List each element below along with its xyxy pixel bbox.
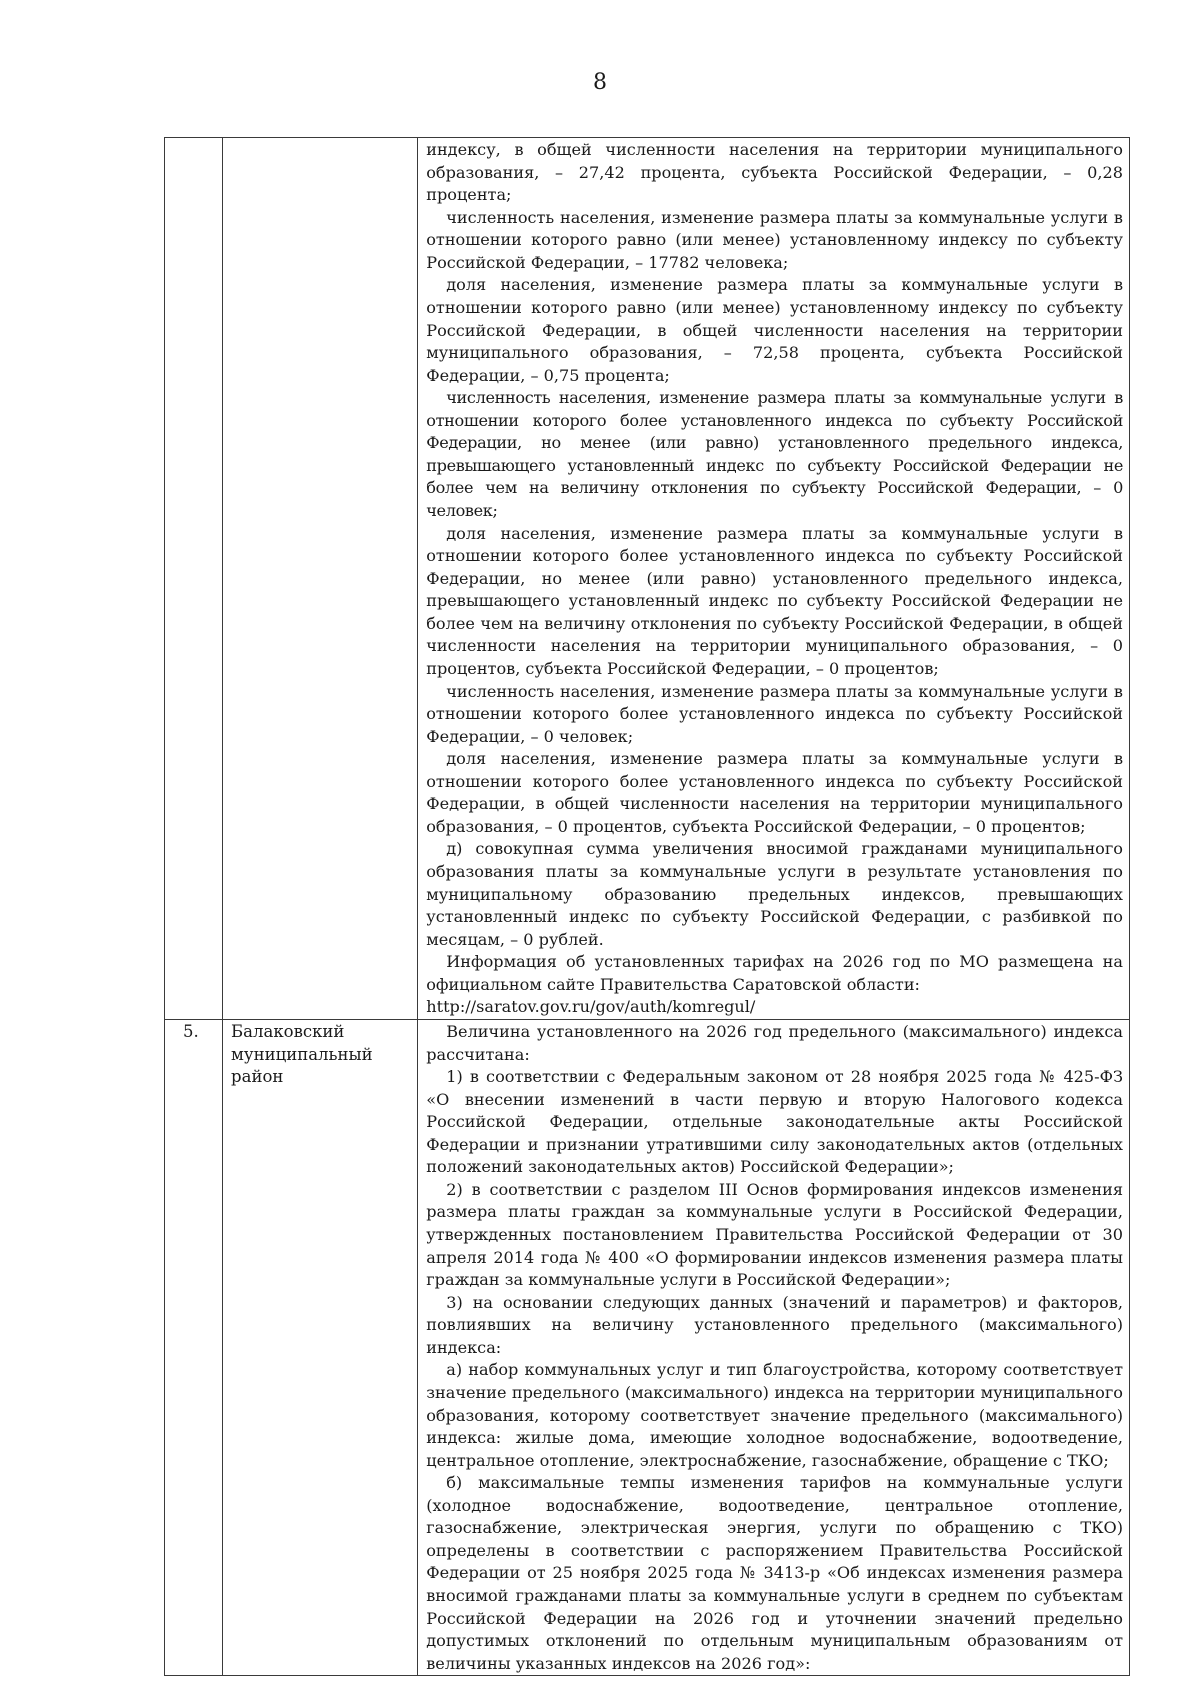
row-number-cell: 5. bbox=[165, 1019, 223, 1675]
paragraph: доля населения, изменение размера платы за коммунальные услуги в отношении которого равно (или менее) установленному индексу по субъекту Российской Федерации, в общей численности населения на территории муниципального образования, – 72,58 процента, субъекта Российской Федерации, – 0,75 процента; bbox=[426, 275, 1123, 385]
paragraph: б) максимальные темпы изменения тарифов на коммунальные услуги (холодное водоснабжение, водоотведение, центральное отопление, газоснабжение, электрическая энергия, услуги по обращению с ТКО) определены в соответствии с распоряжением Правительства Российской Федерации от 25 ноября 2025 года № 3413-р «Об индексах изменения размера вносимой гражданами платы за коммунальные услуги в среднем по субъектам Российской Федерации на 2026 год и уточнении значений предельно допустимых отклонений по отдельным муниципальным образованиям от величины указанных индексов на 2026 год»: bbox=[426, 1473, 1123, 1673]
paragraph: доля населения, изменение размера платы за коммунальные услуги в отношении которого более установленного индекса по субъекту Российской Федерации, в общей численности населения на территории муниципального образования, – 0 процентов, субъекта Российской Федерации, – 0 процентов; bbox=[426, 749, 1123, 836]
paragraph: численность населения, изменение размера платы за коммунальные услуги в отношении которого равно (или менее) установленному индексу по субъекту Российской Федерации, – 17782 человека; bbox=[426, 207, 1123, 272]
row-number-cell bbox=[165, 138, 223, 1020]
paragraph: 2) в соответствии с разделом III Основ формирования индексов изменения размера платы граждан за коммунальные услуги в Российской Федерации, утвержденных постановлением Правительства Российской Федерации от 30 апреля 2014 года № 400 «О формировании индексов изменения размера платы граждан за коммунальные услуги в Российской Федерации»; bbox=[426, 1179, 1123, 1290]
page-number: 8 bbox=[593, 70, 607, 95]
table-row bbox=[165, 1019, 1130, 1675]
municipality-name-cell bbox=[223, 138, 418, 1020]
tariffs-link[interactable]: http://saratov.gov.ru/gov/auth/komregul/ bbox=[426, 997, 756, 1017]
paragraph: 1) в соответствии с Федеральным законом от 28 ноября 2025 года № 425-ФЗ «О внесении изменений в части первую и вторую Налогового кодекса Российской Федерации, отдельные законодательные акты Российской Федерации и признании утратившими силу законодательных актов (отдельных положений законодательных актов) Российской Федерации»; bbox=[426, 1067, 1123, 1177]
description-cell bbox=[418, 1019, 1130, 1675]
paragraph: доля населения, изменение размера платы за коммунальные услуги в отношении которого более установленного индекса по субъекту Российской Федерации, но менее (или равно) установленного предельного индекса, превышающего установленный индекс по субъекту Российской Федерации не более чем на величину отклонения по субъекту Российской Федерации, в общей численности населения на территории муниципального образования, – 0 процентов, субъекта Российской Федерации, – 0 процентов; bbox=[426, 523, 1123, 678]
paragraph: численность населения, изменение размера платы за коммунальные услуги в отношении которого более установленного индекса по субъекту Российской Федерации, но менее (или равно) установленного предельного индекса, превышающего установленный индекс по субъекту Российской Федерации не более чем на величину отклонения по субъекту Российской Федерации, – 0 человек; bbox=[426, 388, 1123, 520]
paragraph: Величина установленного на 2026 год предельного (максимального) индекса рассчитана: bbox=[426, 1021, 1123, 1064]
paragraph: Информация об установленных тарифах на 2026 год по МО размещена на официальном сайте Правительства Саратовской области: bbox=[426, 952, 1123, 994]
paragraph: индексу, в общей численности населения на территории муниципального образования, – 27,42 процента, субъекта Российской Федерации, – 0,28 процента; bbox=[426, 140, 1123, 205]
table-row bbox=[165, 138, 1130, 1020]
paragraph: а) набор коммунальных услуг и тип благоустройства, которому соответствует значение предельного (максимального) индекса на территории муниципального образования, которому соответствует значение предельного (максимального) индекса: жилые дома, имеющие холодное водоснабжение, водоотведение, центральное отопление, электроснабжение, газоснабжение, обращение с ТКО; bbox=[426, 1360, 1123, 1470]
paragraph: 3) на основании следующих данных (значений и параметров) и факторов, повлиявших на величину установленного предельного (максимального) индекса: bbox=[426, 1292, 1123, 1357]
paragraph: численность населения, изменение размера платы за коммунальные услуги в отношении которого более установленного индекса по субъекту Российской Федерации, – 0 человек; bbox=[426, 681, 1123, 746]
document-table bbox=[164, 137, 1130, 1676]
paragraph: д) совокупная сумма увеличения вносимой гражданами муниципального образования платы за коммунальные услуги в результате установления по муниципальному образованию предельных индексов, превышающих установленный индекс по субъекту Российской Федерации, с разбивкой по месяцам, – 0 рублей. bbox=[426, 839, 1123, 949]
description-cell bbox=[418, 138, 1130, 1020]
municipality-name-cell: Балаковский муниципальный район bbox=[223, 1019, 418, 1675]
